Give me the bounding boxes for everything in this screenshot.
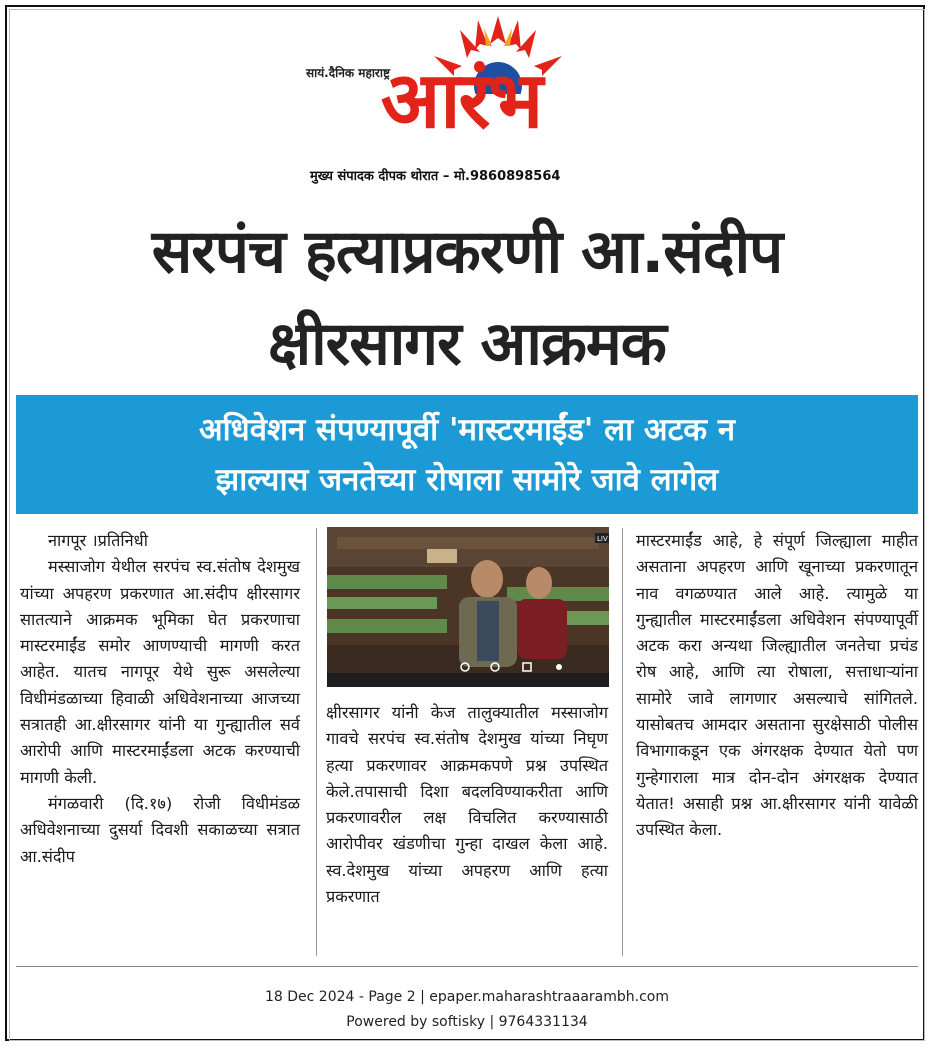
article-column-1 <box>20 528 300 870</box>
subheadline-line-1: अधिवेशन संपण्यापूर्वी 'मास्टरमाईंड' ला अटक न <box>198 412 736 448</box>
article-column-2 <box>326 700 608 910</box>
headline-line-1: सरपंच हत्याप्रकरणी आ.संदीप <box>151 217 783 287</box>
article-paragraph: क्षीरसागर यांनी केज तालुक्यातील मस्साजोग गावचे सरपंच स्व.संतोष देशमुख यांच्या निघृण हत्या प्रकरणावर आक्रमकपणे प्रश्न उपस्थित केले.तपासाची दिशा बदलविण्याकरीता आणि प्रकरणावरील लक्ष विचलित करण्यासाठी आरोपीवर खंडणीचा गुन्हा दाखल केला आहे. स्व.देशमुख यांच्या अपहरण आणि हत्या प्रकरणात <box>326 703 608 907</box>
footer-powered-line: Powered by softisky | 9764331134 <box>346 1014 588 1030</box>
column-divider <box>622 528 623 956</box>
dateline: नागपूर ।प्रतिनिधी <box>48 531 148 550</box>
article-paragraph: मंगळवारी (दि.१७) रोजी विधीमंडळ अधिवेशनाच्या दुसर्या दिवशी सकाळच्या सत्रात आ.संदीप <box>20 793 300 866</box>
live-badge: LIV <box>597 535 608 543</box>
article-paragraph: मास्टरमाईंड आहे, हे संपूर्ण जिल्ह्याला माहीत असताना अपहरण आणि खूनाच्या प्रकरणातून नाव वगळण्यात आले आहे. त्यामुळे या गुन्ह्यातील मास्टरमाईंडला अधिवेशन संपण्यापूर्वी अटक करा अन्यथा जिल्ह्यातील जनतेचा प्रचंड रोष आहे, आणि त्या रोषाला, सत्ताधाऱ्यांना सामोरे जावे लागणार असल्याचे सांगितले. यासोबतच आमदार असताना सुरक्षेसाठी पोलीस विभागाकडून एक अंगरक्षक देण्यात येतो पण गुन्हेगाराला मात्र दोन-दोन अंगरक्षक देण्यात येतात! असाही प्रश्न आ.क्षीरसागर यांनी यावेळी उपस्थित केला. <box>636 531 918 840</box>
masthead-logo: आरंभ <box>380 56 542 146</box>
subheadline-banner <box>16 395 918 514</box>
article-column-3 <box>636 528 918 844</box>
headline-line-2: क्षीरसागर आक्रमक <box>268 309 666 379</box>
subheadline-line-2: झाल्यास जनतेच्या रोषाला सामोरे जावे लागेल <box>215 462 719 498</box>
column-divider <box>316 528 317 956</box>
masthead-tagline: सायं.दैनिक महाराष्ट्र <box>306 66 390 80</box>
page-title <box>20 206 914 390</box>
footer-divider <box>16 966 918 967</box>
assembly-photo <box>327 527 609 687</box>
footer-edition-line: 18 Dec 2024 - Page 2 | epaper.maharashtraaarambh.com <box>265 989 669 1005</box>
editor-line: मुख्य संपादक दीपक थोरात – मो.9860898564 <box>310 169 561 184</box>
article-paragraph: मस्साजोग येथील सरपंच स्व.संतोष देशमुख यांच्या अपहरण प्रकरणात आ.संदीप क्षीरसागर सातत्याने आक्रमक भूमिका घेत प्रकरणाचा मास्टरमाईंड समोर आणण्याची मागणी करत आहेत. यातच नागपूर येथे सुरू असलेल्या विधीमंडळाच्या हिवाळी अधिवेशनाच्या आजच्या सत्रातही आ.क्षीरसागर यांनी या गुन्ह्यातील सर्व आरोपी आणि मास्टरमाईंडला अटक करण्याची मागणी केली. <box>20 557 300 787</box>
